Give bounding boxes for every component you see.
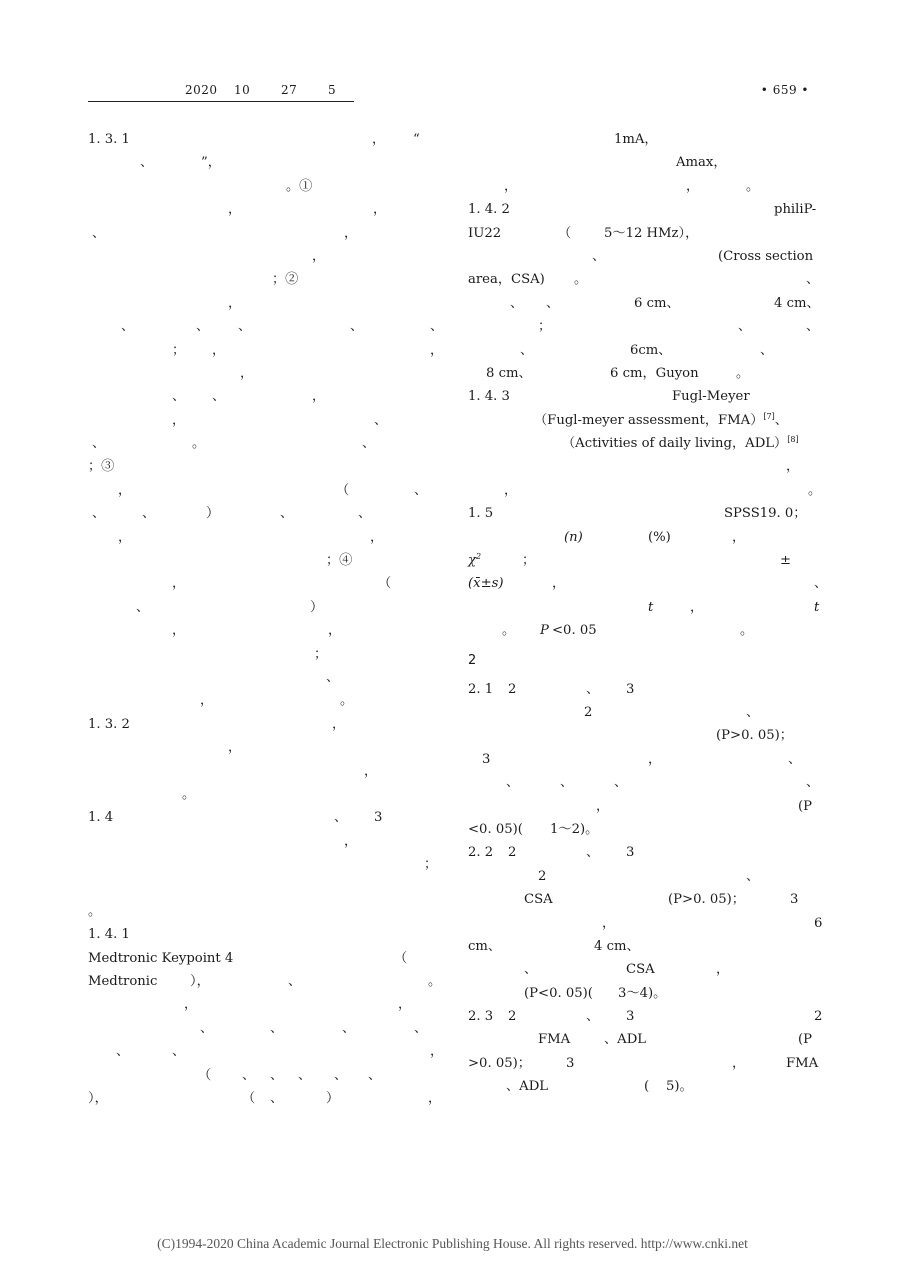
measure: 6cm、 (630, 342, 672, 358)
header-number: 5 (328, 83, 337, 97)
punct: ， (430, 342, 444, 358)
punct: （ (394, 950, 408, 966)
text-line (468, 479, 820, 502)
term: (Cross section (718, 248, 814, 264)
section-heading-2-1: 2. 1 (468, 681, 494, 697)
term-text: （Activities of daily living，ADL） (562, 436, 788, 452)
punct: 、 (326, 669, 340, 685)
measure: 4 cm、 (774, 295, 820, 311)
text-line (468, 1028, 820, 1051)
stat-symbol: (x̄±s) (468, 576, 504, 592)
text-line (468, 771, 820, 794)
text-line (88, 993, 440, 1016)
text-line (88, 502, 440, 525)
p-value: <0. 05)( (468, 821, 523, 837)
punct: 、 (238, 319, 252, 335)
punct: ， (364, 763, 378, 779)
text-line (88, 689, 440, 712)
text-line (88, 1017, 440, 1040)
term: 、ADL (506, 1079, 549, 1095)
punct: 、 (506, 775, 520, 791)
punct: 、 (288, 974, 302, 990)
text-line (88, 830, 440, 853)
punct: 、 (586, 845, 600, 861)
text-line (468, 865, 820, 888)
punct: ， (602, 915, 616, 931)
list-marker: ；④ (326, 553, 353, 569)
punct: ， (690, 599, 704, 615)
text-line (468, 841, 820, 864)
text-line (468, 432, 820, 455)
punct: 。 (88, 903, 102, 919)
text-line (468, 315, 820, 338)
text-line (468, 701, 820, 724)
punct: 、 (136, 599, 150, 615)
punct: ， (370, 529, 384, 545)
punct: ； (522, 553, 536, 569)
punct: ， (172, 576, 186, 592)
number: 3 (626, 845, 635, 861)
text-line (468, 596, 820, 619)
punct: ， (200, 693, 214, 709)
text-line (88, 315, 444, 338)
punct: 、 (270, 1067, 284, 1083)
value: Amax， (676, 155, 727, 171)
p-value: (P (798, 1032, 813, 1048)
left-column (88, 128, 444, 1110)
punct: ， (504, 482, 518, 498)
text-line (88, 175, 440, 198)
number: 6 (814, 915, 823, 931)
p-value: (P>0. 05)； (668, 892, 745, 908)
section-heading-1-3-2: 1. 3. 2 (88, 716, 130, 732)
text-line (468, 1005, 823, 1028)
punct: ， (228, 740, 242, 756)
text-line (468, 385, 820, 408)
section-heading-2: 2 (468, 652, 477, 668)
citation: [8] (787, 435, 799, 445)
punct: 、 (760, 342, 774, 358)
section-heading-1-4-3: 1. 4. 3 (468, 389, 510, 405)
punct: ， (373, 202, 387, 218)
device-name: Medtronic Keypoint 4 (88, 950, 234, 966)
punct: 、 (586, 681, 600, 697)
text-line (468, 222, 820, 245)
punct: 、 (212, 389, 226, 405)
term-text: （Fugl-meyer assessment，FMA） (534, 412, 764, 428)
text-line (88, 526, 440, 549)
punct: ， (212, 342, 226, 358)
punct: 、 (586, 1009, 600, 1025)
section-heading-1-5: 1. 5 (468, 506, 494, 522)
number: 3 (626, 1009, 635, 1025)
punct: 。 (574, 272, 588, 288)
punct: ） (310, 599, 324, 615)
list-marker: ；③ (88, 459, 115, 475)
punct: 、 (142, 506, 156, 522)
text-line (468, 245, 820, 268)
header-volume: 10 (234, 83, 251, 97)
p-symbol: P (540, 623, 549, 639)
section-heading-1-4-2: 1. 4. 2 (468, 202, 510, 218)
punct: （ (558, 225, 572, 241)
manufacturer: Medtronic (88, 974, 158, 990)
figure-ref: 1～2)。 (550, 821, 599, 837)
text-line (468, 339, 820, 362)
punct: ( (644, 1079, 650, 1095)
punct: ， (344, 833, 358, 849)
header-issue: 27 (281, 83, 298, 97)
punct: ， (504, 178, 518, 194)
plus-minus: ± (780, 553, 792, 569)
punct: ， (372, 132, 386, 147)
text-line (468, 678, 820, 701)
punct: 。 (740, 623, 754, 639)
punct: 、 (806, 272, 820, 288)
punct: 、 (92, 436, 106, 452)
punct: 、 (746, 704, 760, 720)
punct: 、 (92, 506, 106, 522)
text-line (88, 432, 440, 455)
term: FMA (786, 1055, 819, 1071)
text-line (88, 339, 444, 362)
text-line (88, 198, 440, 221)
text-line (468, 198, 820, 221)
punct: 、 (334, 810, 348, 826)
punct: ； (314, 646, 328, 662)
punct: ， (312, 389, 326, 405)
text-line (88, 923, 440, 946)
punct: ”， (201, 155, 221, 171)
punct: 、 (614, 775, 628, 791)
punct: （ (336, 482, 350, 498)
text-line (88, 619, 440, 642)
punct: “ (413, 132, 420, 147)
punct: 、 (116, 1044, 130, 1060)
punct: 、 (172, 389, 186, 405)
punct: ； (538, 319, 552, 335)
text-line (88, 409, 440, 432)
text-line (88, 853, 440, 876)
frequency: 5～12 HMz）， (604, 225, 699, 241)
figure-ref: 3～4)。 (618, 985, 667, 1001)
p-value: (P (798, 798, 813, 814)
punct: 、 (414, 1020, 428, 1036)
punct: ， (398, 997, 412, 1013)
value: 1mA， (614, 132, 658, 147)
text-line (468, 151, 820, 174)
page-number: • 659 • (760, 83, 809, 97)
measure: 8 cm、 (486, 365, 532, 381)
measure: cm、 (468, 938, 502, 954)
measure: 4 cm、 (594, 938, 640, 954)
punct: 、 (546, 295, 560, 311)
t-symbol: t (814, 599, 820, 615)
punct: 、 (298, 1067, 312, 1083)
text-line (88, 970, 440, 993)
punct: 、 (814, 576, 828, 592)
term: CSA (524, 892, 553, 908)
t-symbol: t (648, 599, 654, 615)
text-line (88, 1087, 440, 1110)
punct: ） (326, 1091, 340, 1107)
punct: ， (552, 576, 566, 592)
copyright-footer: (C)1994-2020 China Academic Journal Electronic Publishing House. All rights reserved. http://www.cnki.net (157, 1236, 748, 1251)
text-line (468, 935, 820, 958)
punct: 、 (560, 775, 574, 791)
punct: ， (184, 997, 198, 1013)
chi-square (468, 549, 481, 572)
punct: ， (228, 202, 242, 218)
text-line (468, 549, 820, 572)
text-line (468, 724, 820, 747)
text-line (88, 713, 440, 736)
punct: 、 (92, 225, 106, 241)
text-line (468, 912, 823, 935)
term: 、ADL (604, 1032, 647, 1048)
punct: 。 (192, 436, 206, 452)
text-line (88, 1064, 440, 1087)
p-value: (P>0. 05)； (716, 728, 793, 744)
text-line (88, 806, 440, 829)
device-model: IU22 (468, 225, 502, 241)
term: CSA (626, 962, 655, 978)
punct: ， (732, 529, 746, 545)
punct: 、 (358, 506, 372, 522)
term: area，CSA) (468, 272, 545, 288)
term (562, 432, 799, 455)
punct: 、 (374, 412, 388, 428)
punct: 、 (368, 1067, 382, 1083)
punct: ； (172, 342, 186, 358)
text-line (468, 268, 820, 291)
number: 3 (482, 751, 491, 767)
punct: 、 (788, 751, 802, 767)
punct: 、 (350, 319, 364, 335)
right-column (468, 128, 828, 1099)
punct: 。 (746, 178, 760, 194)
text-line (88, 760, 440, 783)
number: 2 (814, 1009, 823, 1025)
text-line (88, 572, 440, 595)
section-heading-1-4: 1. 4 (88, 810, 114, 826)
punct: 、 (806, 319, 820, 335)
punct: ； (424, 857, 438, 873)
software: SPSS19. 0； (724, 506, 807, 522)
figure-ref: 5)。 (666, 1079, 693, 1095)
term: FMA (538, 1032, 571, 1048)
punct: （ (242, 1091, 256, 1107)
text-line (468, 619, 820, 642)
punct: 、 (172, 1044, 186, 1060)
text-line (468, 795, 820, 818)
punct: 、 (592, 248, 606, 264)
text-line (88, 783, 440, 806)
term (534, 409, 788, 432)
text-line (88, 385, 440, 408)
punct: ， (428, 1091, 442, 1107)
punct: （ (198, 1067, 212, 1083)
section-heading-1-3-1: 1. 3. 1 (88, 132, 130, 147)
measure: 6 cm、 (634, 295, 680, 311)
punct: ， (732, 1055, 746, 1071)
number: 3 (374, 810, 383, 826)
punct: 、 (430, 319, 444, 335)
text-line (468, 982, 820, 1005)
device-brand: philiP- (774, 202, 817, 218)
punct: 、 (270, 1091, 284, 1107)
punct: ， (596, 798, 610, 814)
punct: 、 (414, 482, 428, 498)
punct: ， (686, 178, 700, 194)
punct: ）， (88, 1091, 108, 1107)
text-line (468, 643, 820, 678)
text-line (88, 479, 440, 502)
punct: ， (228, 295, 242, 311)
text-line (468, 128, 820, 151)
punct: 。 (736, 365, 750, 381)
text-line (88, 151, 440, 174)
text-line (88, 666, 440, 689)
punct: 、 (242, 1067, 256, 1083)
punct: ） (206, 506, 220, 522)
text-line (88, 268, 440, 291)
term: Fugl-Meyer (672, 389, 750, 405)
punct: ， (716, 962, 730, 978)
punct: ， (328, 623, 342, 639)
text-line (88, 947, 440, 970)
punct: ， (118, 529, 132, 545)
punct: 、 (342, 1020, 356, 1036)
stat-symbol: (%) (648, 529, 671, 545)
text-line (468, 292, 820, 315)
text-line (88, 362, 440, 385)
punct: 、 (121, 319, 135, 335)
punct: ， (786, 459, 800, 475)
text-line (468, 818, 820, 841)
p-value: >0. 05)； (468, 1055, 531, 1071)
text-line (468, 748, 820, 771)
number: 3 (626, 681, 635, 697)
superscript: 2 (476, 552, 482, 562)
number: 2 (508, 845, 517, 861)
punct: 、 (746, 868, 760, 884)
text-line (468, 502, 820, 525)
punct: ）， (190, 974, 210, 990)
text-line (88, 128, 440, 151)
punct: 。 (428, 974, 442, 990)
measure: 6 cm，Guyon (610, 365, 699, 381)
punct: ， (344, 225, 358, 241)
list-marker: 。① (286, 178, 313, 194)
punct: （ (378, 576, 392, 592)
punct: 、 (200, 1020, 214, 1036)
chi-symbol: χ (468, 553, 476, 569)
punct: 、 (738, 319, 752, 335)
text-line (88, 596, 440, 619)
text-line (88, 455, 440, 478)
text-line (468, 1052, 820, 1075)
text-line (468, 175, 820, 198)
punct: 。 (502, 623, 516, 639)
punct: 。 (340, 693, 354, 709)
punct: 、 (270, 1020, 284, 1036)
punct: 、 (510, 295, 524, 311)
punct: ， (172, 412, 186, 428)
punct: 、 (806, 775, 820, 791)
punct: 、 (774, 412, 788, 428)
punct: ， (430, 1044, 444, 1060)
text-line (88, 222, 440, 245)
punct: ， (172, 623, 186, 639)
p-value: <0. 05 (552, 623, 597, 639)
text-line (88, 245, 440, 268)
header-year: 2020 (185, 83, 218, 97)
number: 3 (790, 892, 799, 908)
punct: ， (118, 482, 132, 498)
text-line (468, 1075, 820, 1098)
punct: ， (240, 365, 254, 381)
section-heading-1-4-1: 1. 4. 1 (88, 927, 130, 943)
number: 2 (508, 1009, 517, 1025)
punct: 、 (196, 319, 210, 335)
text-line (88, 1040, 444, 1063)
punct: ， (312, 248, 326, 264)
punct: 、 (362, 436, 376, 452)
punct: 、 (140, 155, 154, 171)
punct: 。 (808, 482, 822, 498)
number: 2 (584, 704, 593, 720)
text-line (468, 888, 820, 911)
section-heading-2-2: 2. 2 (468, 845, 494, 861)
number: 2 (508, 681, 517, 697)
punct: ， (648, 751, 662, 767)
header-rule (88, 101, 354, 102)
punct: 、 (280, 506, 294, 522)
text-line (468, 958, 820, 981)
text-line (88, 643, 440, 666)
text-line (88, 900, 440, 923)
text-line (468, 526, 820, 549)
punct: ， (332, 716, 346, 732)
text-line (468, 455, 820, 478)
number: 3 (566, 1055, 575, 1071)
text-line (468, 572, 828, 595)
punct: 、 (524, 962, 538, 978)
number: 2 (538, 868, 547, 884)
section-heading-2-3: 2. 3 (468, 1009, 494, 1025)
text-line (88, 292, 440, 315)
list-marker: ；② (272, 272, 299, 288)
text-line (88, 877, 440, 900)
stat-symbol: (n) (564, 529, 583, 545)
text-line (468, 409, 820, 432)
punct: 、 (520, 342, 534, 358)
p-value: (P<0. 05)( (524, 985, 593, 1001)
text-line (88, 549, 440, 572)
punct: 。 (182, 786, 196, 802)
text-line (88, 736, 440, 759)
text-line (468, 362, 820, 385)
citation: [7] (763, 411, 775, 421)
punct: 、 (334, 1067, 348, 1083)
